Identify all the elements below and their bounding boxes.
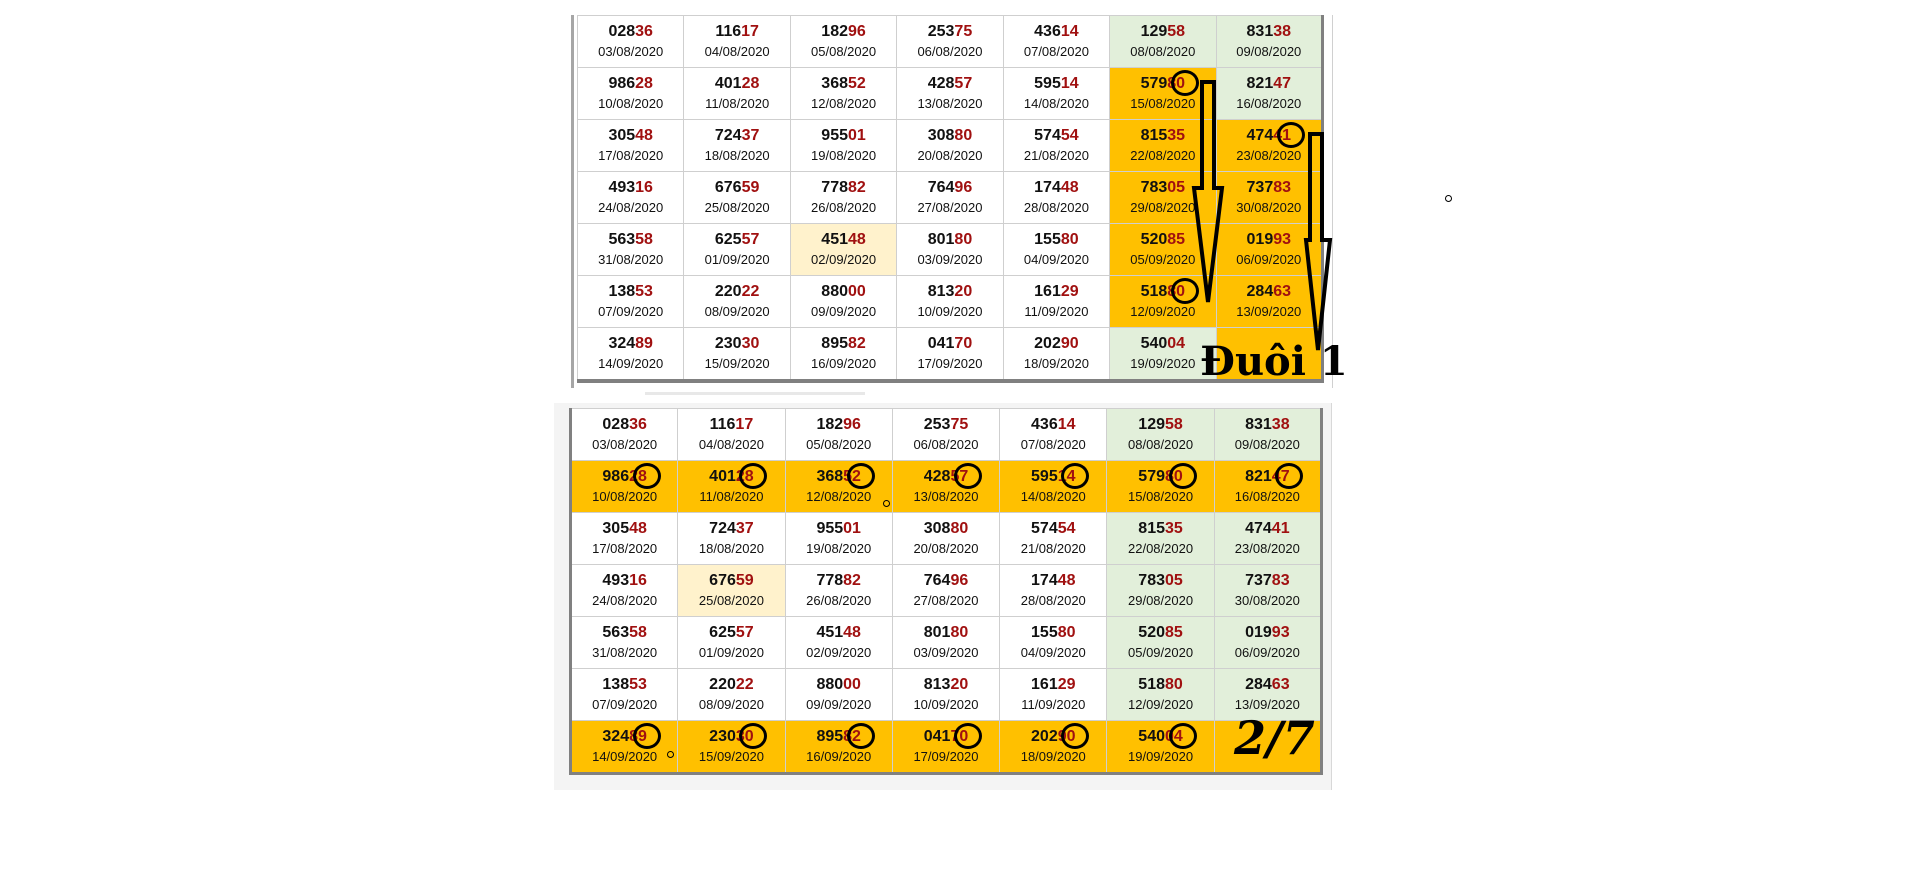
result-date: 17/08/2020: [592, 541, 658, 556]
number-head: 595: [1031, 468, 1058, 485]
result-date: 18/08/2020: [704, 148, 770, 163]
number-tail: 80: [1165, 468, 1183, 485]
number-tail: 17: [741, 23, 759, 40]
number-head: 474: [1246, 127, 1274, 144]
result-date: 19/08/2020: [811, 148, 877, 163]
number-head: 028: [608, 23, 636, 40]
number-tail: 63: [1273, 283, 1292, 300]
number-head: 955: [821, 127, 848, 144]
number-tail: 48: [1057, 572, 1076, 589]
number-head: 174: [1034, 179, 1061, 196]
number-tail: 37: [741, 127, 760, 144]
result-date: 19/08/2020: [806, 541, 872, 556]
number-head: 284: [1246, 283, 1274, 300]
number-head: 493: [602, 572, 630, 589]
result-date: 07/09/2020: [592, 697, 658, 712]
down-arrow-2: [1306, 134, 1330, 350]
number-tail: 48: [848, 231, 866, 248]
result-date: 16/08/2020: [1236, 96, 1302, 111]
number-tail: 52: [843, 468, 861, 485]
result-date: 17/08/2020: [598, 148, 664, 163]
number-tail: 41: [1271, 520, 1290, 537]
stray-dot: [1445, 195, 1452, 202]
result-date: 13/09/2020: [1234, 697, 1300, 712]
number-head: 520: [1140, 231, 1168, 248]
down-arrow-1: [1194, 82, 1222, 302]
number-head: 986: [602, 468, 630, 485]
number-head: 813: [927, 283, 955, 300]
number-tail: 82: [848, 179, 866, 196]
number-tail: 89: [635, 335, 653, 352]
number-head: 831: [1246, 23, 1274, 40]
result-date: 04/08/2020: [698, 437, 764, 452]
number-tail: 80: [954, 231, 973, 248]
number-head: 676: [709, 572, 736, 589]
result-date: 03/08/2020: [592, 437, 658, 452]
result-date: 19/09/2020: [1130, 356, 1196, 371]
number-tail: 80: [1167, 283, 1186, 300]
number-tail: 96: [954, 179, 973, 196]
result-date: 13/08/2020: [913, 489, 979, 504]
number-head: 895: [821, 335, 848, 352]
number-tail: 28: [741, 75, 760, 92]
number-tail: 36: [629, 416, 647, 433]
number-tail: 70: [954, 335, 973, 352]
number-tail: 58: [1165, 416, 1183, 433]
number-tail: 63: [1271, 676, 1290, 693]
number-head: 724: [709, 520, 736, 537]
number-head: 305: [602, 520, 630, 537]
number-tail: 54: [1057, 520, 1076, 537]
number-head: 220: [709, 676, 736, 693]
number-head: 284: [1245, 676, 1272, 693]
number-tail: 14: [1057, 416, 1076, 433]
result-date: 16/09/2020: [806, 749, 872, 764]
result-date: 16/08/2020: [1234, 489, 1300, 504]
number-tail: 01: [848, 127, 866, 144]
number-head: 230: [714, 335, 742, 352]
number-tail: 38: [1271, 416, 1290, 433]
number-tail: 01: [843, 520, 861, 537]
number-head: 161: [1031, 676, 1058, 693]
number-tail: 54: [1060, 127, 1079, 144]
number-head: 801: [927, 231, 955, 248]
number-tail: 80: [954, 127, 973, 144]
number-tail: 47: [1271, 468, 1290, 485]
number-head: 676: [714, 179, 742, 196]
number-tail: 38: [1273, 23, 1292, 40]
result-date: 11/09/2020: [1024, 304, 1089, 319]
number-tail: 83: [1271, 572, 1290, 589]
result-date: 11/09/2020: [1021, 697, 1086, 712]
result-date: 03/09/2020: [917, 252, 983, 267]
number-tail: 59: [741, 179, 760, 196]
result-date: 08/09/2020: [704, 304, 770, 319]
number-head: 518: [1140, 283, 1168, 300]
number-tail: 57: [950, 468, 969, 485]
result-date: 13/09/2020: [1236, 304, 1302, 319]
result-date: 22/08/2020: [1128, 541, 1194, 556]
number-tail: 75: [954, 23, 973, 40]
number-head: 880: [816, 676, 844, 693]
result-date: 14/09/2020: [598, 356, 664, 371]
number-head: 436: [1031, 416, 1058, 433]
number-head: 815: [1140, 127, 1168, 144]
number-head: 563: [608, 231, 636, 248]
result-date: 30/08/2020: [1236, 200, 1302, 215]
number-head: 520: [1138, 624, 1165, 641]
number-tail: 16: [629, 572, 647, 589]
number-tail: 57: [954, 75, 973, 92]
number-tail: 59: [735, 572, 754, 589]
number-head: 783: [1140, 179, 1168, 196]
number-head: 764: [923, 572, 951, 589]
number-head: 595: [1034, 75, 1061, 92]
number-tail: 83: [1273, 179, 1292, 196]
number-head: 041: [927, 335, 955, 352]
number-head: 801: [923, 624, 951, 641]
result-date: 10/08/2020: [598, 96, 664, 111]
number-tail: 05: [1165, 572, 1183, 589]
number-tail: 58: [629, 624, 647, 641]
result-date: 25/08/2020: [704, 200, 770, 215]
number-head: 493: [608, 179, 636, 196]
number-head: 138: [608, 283, 636, 300]
stray-dot: [667, 751, 674, 758]
result-date: 21/08/2020: [1023, 148, 1089, 163]
number-head: 880: [821, 283, 848, 300]
number-head: 308: [927, 127, 955, 144]
number-tail: 14: [1060, 75, 1079, 92]
number-tail: 29: [1060, 283, 1079, 300]
number-head: 574: [1031, 520, 1058, 537]
number-head: 813: [923, 676, 951, 693]
result-date: 29/08/2020: [1128, 593, 1194, 608]
result-date: 12/09/2020: [1130, 304, 1196, 319]
result-date: 07/09/2020: [598, 304, 664, 319]
number-tail: 48: [635, 127, 653, 144]
number-tail: 22: [741, 283, 760, 300]
result-date: 06/09/2020: [1236, 252, 1302, 267]
number-tail: 36: [635, 23, 653, 40]
number-head: 625: [714, 231, 742, 248]
result-date: 18/09/2020: [1023, 356, 1089, 371]
result-date: 15/08/2020: [1130, 96, 1196, 111]
number-tail: 70: [950, 728, 969, 745]
result-date: 26/08/2020: [811, 200, 877, 215]
result-date: 14/09/2020: [592, 749, 658, 764]
result-date: 06/08/2020: [913, 437, 979, 452]
result-date: 15/09/2020: [704, 356, 770, 371]
number-tail: 35: [1167, 127, 1186, 144]
result-date: 18/08/2020: [698, 541, 764, 556]
number-tail: 80: [1165, 676, 1183, 693]
number-tail: 00: [843, 676, 861, 693]
number-tail: 85: [1165, 624, 1183, 641]
number-tail: 04: [1167, 335, 1186, 352]
number-head: 174: [1031, 572, 1058, 589]
number-tail: 53: [629, 676, 647, 693]
number-tail: 28: [735, 468, 754, 485]
number-tail: 85: [1167, 231, 1186, 248]
result-date: 09/08/2020: [1236, 44, 1302, 59]
number-head: 202: [1031, 728, 1058, 745]
result-date: 07/08/2020: [1020, 437, 1086, 452]
result-date: 04/09/2020: [1023, 252, 1089, 267]
number-head: 821: [1246, 75, 1274, 92]
number-head: 625: [709, 624, 736, 641]
number-tail: 80: [1057, 624, 1076, 641]
number-tail: 22: [735, 676, 754, 693]
result-date: 01/09/2020: [704, 252, 770, 267]
number-tail: 17: [735, 416, 754, 433]
result-date: 04/08/2020: [704, 44, 770, 59]
result-date: 25/08/2020: [698, 593, 764, 608]
number-head: 368: [821, 75, 848, 92]
number-tail: 57: [735, 624, 754, 641]
number-head: 019: [1246, 231, 1274, 248]
number-head: 563: [602, 624, 630, 641]
result-date: 12/08/2020: [806, 489, 872, 504]
number-head: 737: [1245, 572, 1272, 589]
number-tail: 28: [635, 75, 653, 92]
number-head: 230: [709, 728, 736, 745]
number-head: 138: [602, 676, 630, 693]
number-head: 324: [602, 728, 630, 745]
result-date: 22/08/2020: [1130, 148, 1196, 163]
number-head: 428: [923, 468, 951, 485]
number-head: 764: [927, 179, 955, 196]
annotation-duoi-1: Đuôi 1: [1200, 338, 1348, 385]
number-head: 308: [923, 520, 951, 537]
result-date: 27/08/2020: [913, 593, 979, 608]
result-date: 05/09/2020: [1128, 645, 1194, 660]
number-tail: 35: [1165, 520, 1183, 537]
result-date: 28/08/2020: [1023, 200, 1089, 215]
number-head: 028: [602, 416, 630, 433]
number-tail: 96: [843, 416, 861, 433]
result-date: 10/08/2020: [592, 489, 658, 504]
result-date: 31/08/2020: [592, 645, 658, 660]
result-date: 05/09/2020: [1130, 252, 1196, 267]
result-date: 05/08/2020: [811, 44, 877, 59]
number-tail: 14: [1057, 468, 1076, 485]
number-tail: 20: [950, 676, 969, 693]
number-head: 737: [1246, 179, 1274, 196]
number-tail: 96: [950, 572, 969, 589]
number-head: 815: [1138, 520, 1165, 537]
number-head: 831: [1245, 416, 1272, 433]
result-date: 10/09/2020: [917, 304, 983, 319]
number-head: 436: [1034, 23, 1061, 40]
result-date: 31/08/2020: [598, 252, 664, 267]
number-tail: 20: [954, 283, 973, 300]
result-date: 13/08/2020: [917, 96, 983, 111]
result-date: 10/09/2020: [913, 697, 979, 712]
result-date: 27/08/2020: [917, 200, 983, 215]
number-head: 540: [1140, 335, 1168, 352]
result-date: 08/08/2020: [1128, 437, 1194, 452]
number-tail: 82: [843, 728, 861, 745]
result-date: 08/08/2020: [1130, 44, 1196, 59]
result-date: 08/09/2020: [698, 697, 764, 712]
number-tail: 30: [741, 335, 760, 352]
result-date: 24/08/2020: [598, 200, 664, 215]
number-head: 895: [816, 728, 844, 745]
result-date: 17/09/2020: [917, 356, 983, 371]
number-head: 401: [714, 75, 742, 92]
result-date: 18/09/2020: [1020, 749, 1086, 764]
number-tail: 04: [1165, 728, 1183, 745]
result-date: 06/09/2020: [1234, 645, 1300, 660]
number-tail: 00: [848, 283, 866, 300]
result-date: 12/08/2020: [811, 96, 877, 111]
number-tail: 96: [848, 23, 866, 40]
number-head: 778: [816, 572, 844, 589]
number-head: 783: [1138, 572, 1165, 589]
result-date: 09/09/2020: [806, 697, 872, 712]
number-tail: 90: [1057, 728, 1076, 745]
number-tail: 80: [950, 520, 969, 537]
number-head: 574: [1034, 127, 1061, 144]
number-head: 451: [821, 231, 848, 248]
number-head: 116: [715, 23, 742, 40]
result-date: 16/09/2020: [811, 356, 877, 371]
number-tail: 58: [1167, 23, 1186, 40]
number-tail: 53: [635, 283, 653, 300]
number-tail: 14: [1060, 23, 1079, 40]
number-tail: 75: [950, 416, 969, 433]
number-tail: 29: [1057, 676, 1076, 693]
result-date: 03/09/2020: [913, 645, 979, 660]
number-head: 401: [709, 468, 736, 485]
number-head: 579: [1140, 75, 1168, 92]
number-tail: 28: [629, 468, 647, 485]
result-date: 19/09/2020: [1128, 749, 1194, 764]
number-head: 428: [927, 75, 955, 92]
number-head: 540: [1138, 728, 1165, 745]
number-head: 778: [821, 179, 848, 196]
number-tail: 82: [843, 572, 861, 589]
result-date: 14/08/2020: [1023, 96, 1089, 111]
number-tail: 16: [635, 179, 653, 196]
number-head: 019: [1245, 624, 1272, 641]
result-date: 07/08/2020: [1023, 44, 1089, 59]
result-date: 29/08/2020: [1130, 200, 1196, 215]
number-head: 518: [1138, 676, 1165, 693]
number-head: 129: [1140, 23, 1168, 40]
number-tail: 89: [629, 728, 647, 745]
result-date: 21/08/2020: [1020, 541, 1086, 556]
number-head: 161: [1034, 283, 1061, 300]
number-head: 116: [709, 416, 736, 433]
result-date: 12/09/2020: [1128, 697, 1194, 712]
number-head: 324: [608, 335, 636, 352]
number-tail: 93: [1273, 231, 1292, 248]
number-tail: 48: [1060, 179, 1079, 196]
result-date: 24/08/2020: [592, 593, 658, 608]
number-tail: 05: [1167, 179, 1186, 196]
result-date: 06/08/2020: [917, 44, 983, 59]
number-tail: 30: [735, 728, 754, 745]
number-head: 220: [714, 283, 742, 300]
result-date: 05/08/2020: [806, 437, 872, 452]
number-tail: 57: [741, 231, 760, 248]
result-date: 23/08/2020: [1234, 541, 1300, 556]
number-tail: 58: [635, 231, 653, 248]
result-date: 20/08/2020: [913, 541, 979, 556]
number-head: 202: [1034, 335, 1061, 352]
result-date: 26/08/2020: [806, 593, 872, 608]
result-date: 20/08/2020: [917, 148, 983, 163]
number-tail: 52: [848, 75, 866, 92]
number-head: 579: [1138, 468, 1165, 485]
result-date: 02/09/2020: [811, 252, 877, 267]
number-head: 368: [816, 468, 844, 485]
result-date: 23/08/2020: [1236, 148, 1302, 163]
result-date: 14/08/2020: [1020, 489, 1086, 504]
number-tail: 48: [629, 520, 647, 537]
number-tail: 41: [1273, 127, 1292, 144]
number-head: 182: [821, 23, 848, 40]
number-head: 155: [1034, 231, 1061, 248]
number-tail: 93: [1271, 624, 1290, 641]
number-head: 724: [714, 127, 742, 144]
number-tail: 80: [1167, 75, 1186, 92]
number-head: 305: [608, 127, 636, 144]
number-head: 986: [608, 75, 636, 92]
result-date: 03/08/2020: [598, 44, 664, 59]
number-tail: 48: [843, 624, 861, 641]
result-date: 15/09/2020: [698, 749, 764, 764]
result-date: 02/09/2020: [806, 645, 872, 660]
result-date: 28/08/2020: [1020, 593, 1086, 608]
number-head: 955: [816, 520, 844, 537]
annotation-2-7: 2/7: [1234, 711, 1315, 765]
stray-dot: [883, 500, 890, 507]
number-tail: 47: [1273, 75, 1292, 92]
number-head: 155: [1031, 624, 1058, 641]
number-head: 821: [1245, 468, 1272, 485]
number-head: 253: [923, 416, 951, 433]
result-date: 09/09/2020: [811, 304, 877, 319]
result-date: 17/09/2020: [913, 749, 979, 764]
number-head: 182: [816, 416, 844, 433]
result-date: 11/08/2020: [699, 489, 764, 504]
number-head: 474: [1245, 520, 1272, 537]
number-head: 041: [923, 728, 951, 745]
result-date: 11/08/2020: [705, 96, 770, 111]
result-date: 30/08/2020: [1234, 593, 1300, 608]
result-date: 01/09/2020: [698, 645, 764, 660]
result-date: 09/08/2020: [1234, 437, 1300, 452]
result-date: 04/09/2020: [1020, 645, 1086, 660]
number-tail: 82: [848, 335, 866, 352]
number-head: 253: [927, 23, 955, 40]
number-tail: 90: [1060, 335, 1079, 352]
number-tail: 80: [1060, 231, 1079, 248]
result-date: 15/08/2020: [1128, 489, 1194, 504]
number-head: 129: [1138, 416, 1165, 433]
number-tail: 37: [735, 520, 754, 537]
number-head: 451: [816, 624, 844, 641]
number-tail: 80: [950, 624, 969, 641]
